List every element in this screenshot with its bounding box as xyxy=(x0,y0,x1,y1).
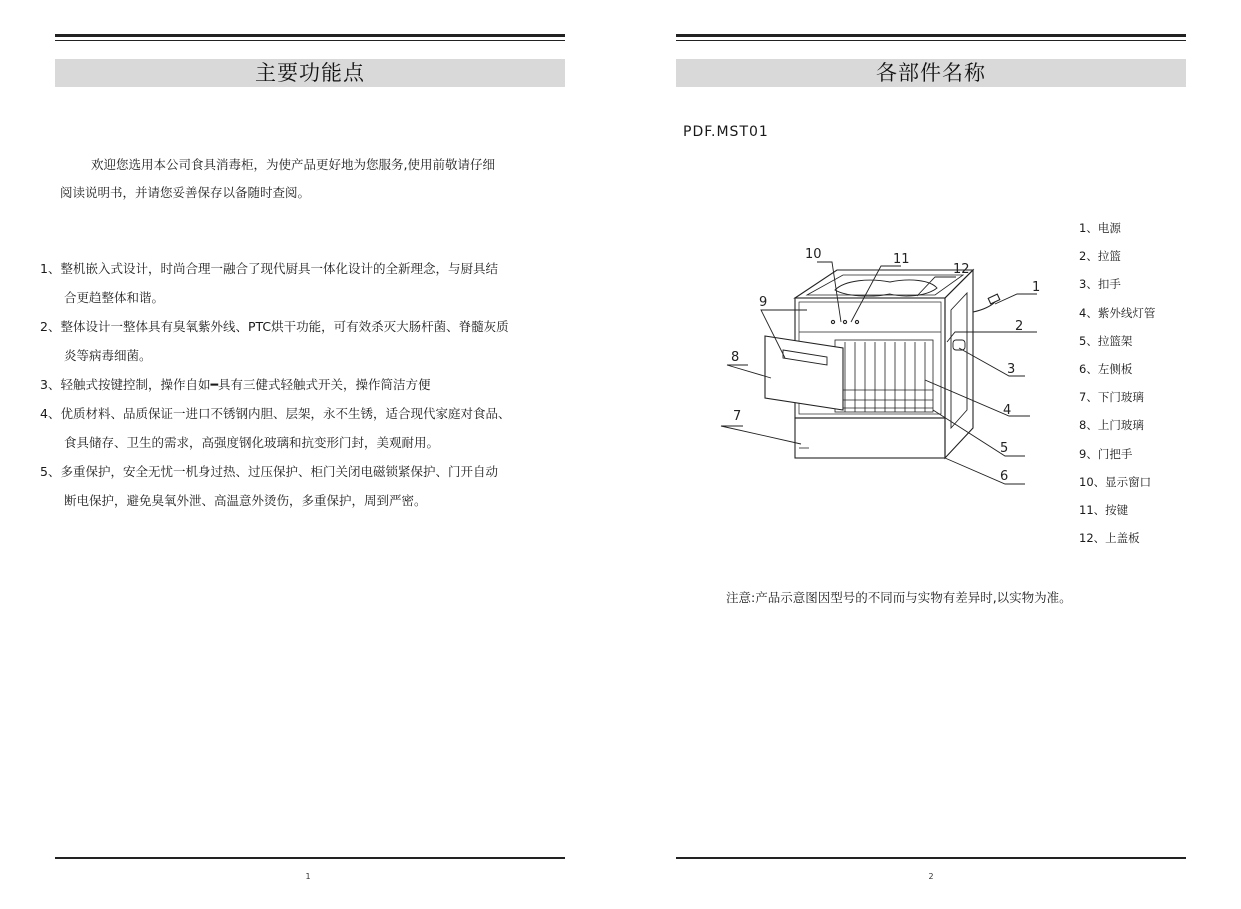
button-2 xyxy=(843,320,846,323)
intro-paragraph xyxy=(60,151,600,207)
feature-text: 4、优质材料、品质保证一进口不锈钢内胆、层架，永不生锈，适合现代家庭对食品、 xyxy=(40,406,511,421)
feature-item-5 xyxy=(40,457,510,515)
callout-2: 2 xyxy=(1015,319,1024,334)
model-number: PDF.MST01 xyxy=(683,124,769,140)
feature-item-4 xyxy=(40,399,510,457)
callout-5: 5 xyxy=(1000,441,1009,456)
part-item: 4、紫外线灯管 xyxy=(1079,305,1156,320)
callout-3: 3 xyxy=(1007,362,1016,377)
part-item: 12、上盖板 xyxy=(1079,531,1140,546)
callout-10: 10 xyxy=(805,247,822,262)
cabinet-side xyxy=(945,270,973,458)
feature-text: 2、整体设计一整体具有臭氧紫外线、PTC烘干功能，可有效杀灭大肠杆菌、脊髓灰质 xyxy=(40,319,509,334)
button-3 xyxy=(855,320,858,323)
intro-line-2: 阅读说明书，并请您妥善保存以备随时查阅。 xyxy=(60,185,311,200)
part-item: 5、拉篮架 xyxy=(1079,333,1133,348)
part-item: 2、拉篮 xyxy=(1079,249,1121,264)
side-window xyxy=(951,293,967,428)
page-left xyxy=(0,0,620,909)
cabinet-diagram xyxy=(695,240,1115,500)
part-item: 1、电源 xyxy=(1079,221,1121,235)
top-rule xyxy=(55,34,565,37)
intro-line-1: 欢迎您选用本公司食具消毒柜，为使产品更好地为您服务,使用前敬请仔细 xyxy=(91,157,495,172)
feature-text: 1、整机嵌入式设计，时尚合理一融合了现代厨具一体化设计的全新理念，与厨具结 xyxy=(40,261,498,276)
part-item: 11、按键 xyxy=(1079,502,1129,517)
callout-8: 8 xyxy=(731,350,740,365)
part-item: 9、门把手 xyxy=(1079,446,1133,461)
feature-text: 断电保护，避免臭氧外泄、高温意外烫伤，多重保护，周到严密。 xyxy=(64,493,427,508)
page-title: 主要功能点 xyxy=(55,59,565,87)
feature-text: 5、多重保护，安全无忧一机身过热、过压保护、柜门关闭电磁锁紧保护、门开自动 xyxy=(40,464,498,479)
feature-text: 炎等病毒细菌。 xyxy=(64,348,152,363)
top-rule xyxy=(676,34,1186,37)
part-item: 6、左侧板 xyxy=(1079,361,1133,376)
upper-door-glass xyxy=(765,336,843,410)
top-cover-panel xyxy=(795,270,973,298)
page-number: 2 xyxy=(928,872,934,881)
feature-text: 合更趋整体和谐。 xyxy=(64,290,165,305)
page-right xyxy=(620,0,1241,909)
top-cover-inner xyxy=(807,275,963,295)
part-item: 8、上门玻璃 xyxy=(1079,418,1144,433)
parts-list xyxy=(1079,214,1155,552)
feature-text: 食具储存、卫生的需求，高强度钢化玻璃和抗变形门封，美观耐用。 xyxy=(64,435,440,450)
disclaimer-note: 注意:产品示意图因型号的不同而与实物有差异时,以实物为准。 xyxy=(726,590,1072,605)
callout-7: 7 xyxy=(733,409,742,424)
callout-6: 6 xyxy=(1000,469,1009,484)
part-item: 3、扣手 xyxy=(1079,277,1121,292)
callout-1: 1 xyxy=(1032,280,1041,295)
basket-rack xyxy=(835,340,933,412)
lower-door-glass xyxy=(795,418,945,458)
feature-item-3 xyxy=(40,370,510,399)
top-cover-opening xyxy=(835,280,937,296)
feature-item-1 xyxy=(40,254,510,312)
callout-11: 11 xyxy=(893,252,910,267)
button-1 xyxy=(831,320,834,323)
page-number: 1 xyxy=(305,872,311,881)
part-item: 7、下门玻璃 xyxy=(1079,390,1144,405)
page-title: 各部件名称 xyxy=(676,59,1186,87)
feature-item-2 xyxy=(40,312,510,370)
callout-4: 4 xyxy=(1003,403,1012,418)
bottom-rule xyxy=(676,857,1186,859)
bottom-rule xyxy=(55,857,565,859)
callout-12: 12 xyxy=(953,262,970,277)
part-item: 10、显示窗口 xyxy=(1079,474,1152,489)
feature-text: 3、轻触式按键控制，操作自如━具有三健式轻触式开关，操作简洁方便 xyxy=(40,377,431,392)
feature-list xyxy=(40,254,510,515)
callout-9: 9 xyxy=(759,295,768,310)
